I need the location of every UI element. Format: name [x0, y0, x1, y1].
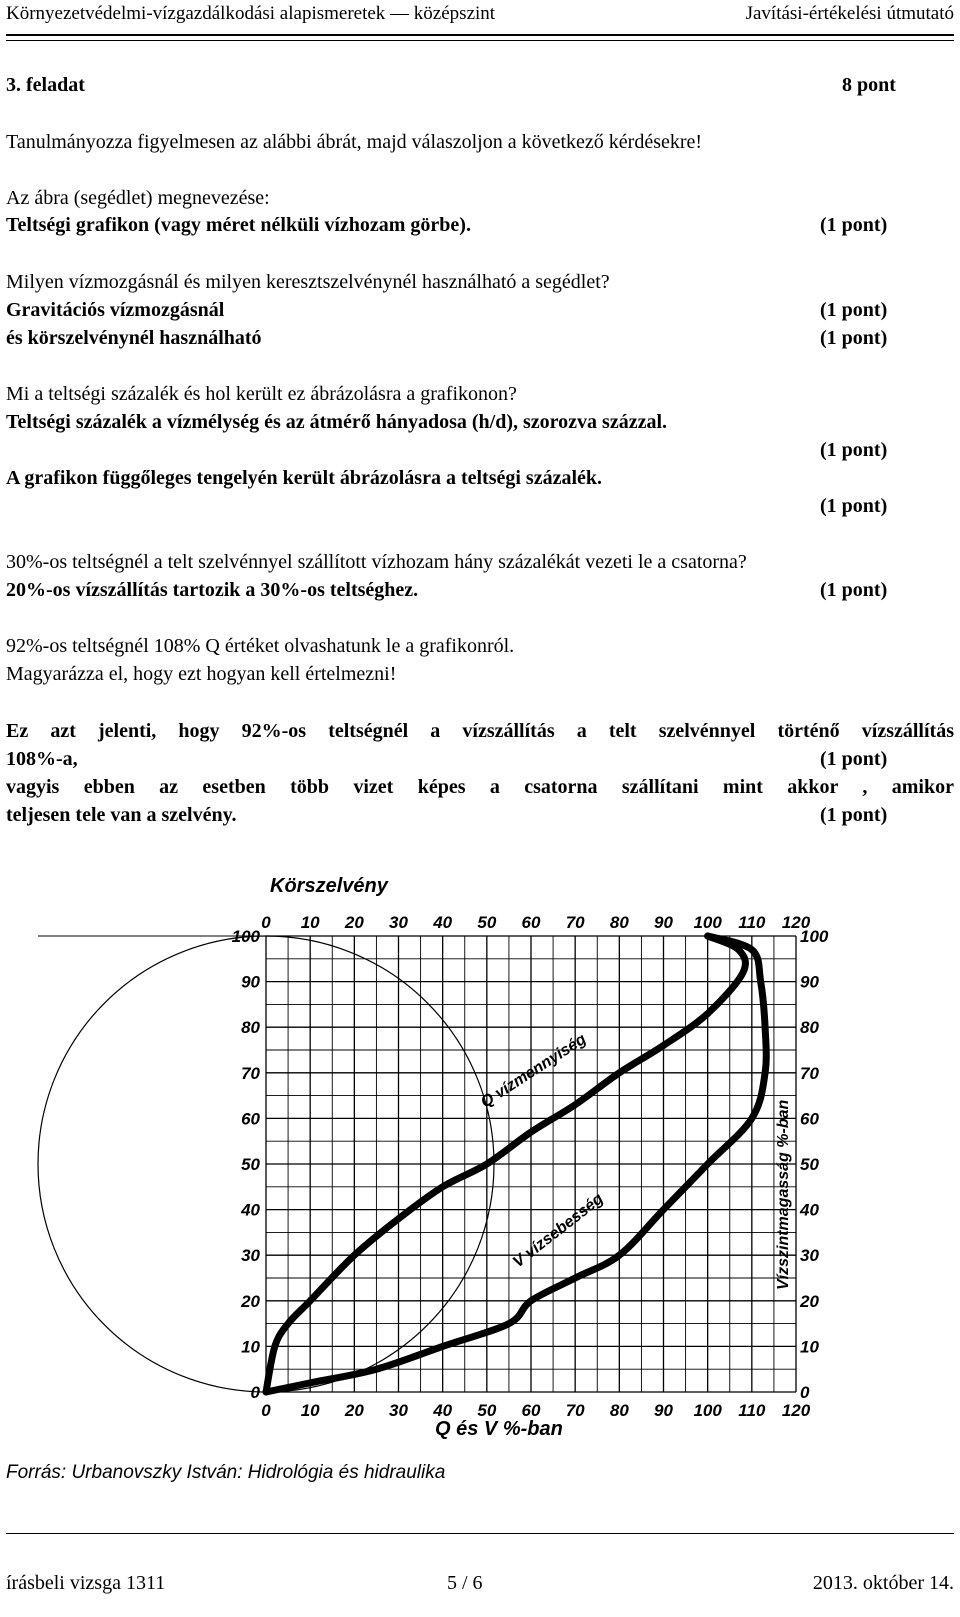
source-note: Forrás: Urbanovszky István: Hidrológia és hidraulika — [6, 1462, 446, 1483]
bottom-tick-label: 0 — [261, 1401, 271, 1420]
answer-5d: teljesen tele van a szelvény. — [6, 804, 237, 826]
answer-2b: és körszelvénynél használható — [6, 327, 262, 349]
question-3: Mi a teltségi százalék és hol került ez ábrázolásra a grafikonon? — [6, 383, 517, 405]
top-tick-label: 30 — [389, 913, 408, 932]
bottom-tick-label: 20 — [344, 1401, 364, 1420]
bottom-tick-label: 80 — [609, 1401, 629, 1420]
bottom-tick-label: 120 — [781, 1401, 811, 1420]
left-tick-label: 80 — [241, 1018, 260, 1038]
top-tick-label: 50 — [477, 913, 497, 932]
task-title: 3. feladat — [6, 74, 85, 96]
bottom-tick-label: 110 — [738, 1401, 766, 1420]
top-tick-label: 20 — [344, 913, 364, 932]
top-tick-label: 60 — [521, 913, 541, 932]
footer-center: 5 / 6 — [447, 1572, 483, 1594]
point-label: (1 pont) — [820, 214, 888, 236]
bottom-tick-label: 100 — [693, 1401, 722, 1420]
curve-label-v: V vízsebesség — [509, 1190, 607, 1272]
question-5b: Magyarázza el, hogy ezt hogyan kell értelmezni! — [6, 663, 397, 685]
curve-label-q: Q vízmennyiség — [477, 1030, 590, 1112]
top-tick-label: 40 — [433, 913, 453, 932]
right-tick-label: 100 — [800, 927, 829, 946]
right-tick-label: 90 — [800, 972, 819, 992]
top-tick-label: 80 — [609, 913, 629, 932]
point-label: (1 pont) — [820, 439, 888, 461]
question-2: Milyen vízmozgásnál és milyen keresztszelvénynél használható a segédlet? — [6, 271, 610, 293]
answer-3b: A grafikon függőleges tengelyén került ábrázolásra a teltségi százalék. — [6, 467, 603, 489]
header-right: Javítási-értékelési útmutató — [745, 3, 954, 24]
bottom-tick-label: 10 — [300, 1401, 320, 1420]
answer-5b: 108%-a, — [6, 748, 78, 770]
question-5a: 92%-os teltségnél 108% Q értéket olvashatunk le a grafikonról. — [6, 635, 515, 657]
left-tick-label: 50 — [241, 1155, 260, 1174]
right-tick-label: 70 — [800, 1063, 819, 1083]
left-tick-label: 30 — [241, 1246, 260, 1266]
bottom-tick-label: 70 — [565, 1401, 585, 1420]
point-label: (1 pont) — [820, 748, 888, 770]
answer-3a: Teltségi százalék a vízmélység és az átmérő hányadosa (h/d), szorozva százzal. — [6, 411, 668, 433]
header-rule-thin — [6, 40, 954, 41]
left-tick-label: 40 — [241, 1200, 260, 1220]
top-tick-label: 70 — [565, 913, 585, 932]
top-tick-label: 110 — [738, 913, 766, 932]
right-tick-label: 0 — [800, 1383, 810, 1402]
header-left: Környezetvédelmi-vízgazdálkodási alapismeretek — középszint — [6, 3, 496, 24]
right-tick-label: 30 — [800, 1246, 819, 1266]
point-label: (1 pont) — [820, 495, 888, 517]
left-tick-label: 100 — [231, 927, 260, 946]
left-tick-label: 0 — [250, 1383, 260, 1402]
left-tick-label: 10 — [241, 1337, 260, 1357]
bottom-tick-label: 50 — [477, 1401, 497, 1420]
top-tick-label: 120 — [781, 913, 811, 932]
figure-x-label: Q és V %-ban — [435, 1418, 563, 1440]
footer-right: 2013. október 14. — [812, 1572, 954, 1594]
bottom-tick-label: 30 — [389, 1401, 408, 1420]
header-rule — [6, 34, 954, 36]
chart-ticks — [232, 913, 829, 1420]
right-tick-label: 50 — [800, 1155, 819, 1174]
point-label: (1 pont) — [820, 299, 888, 321]
right-tick-label: 10 — [800, 1337, 819, 1357]
answer-1: Teltségi grafikon (vagy méret nélküli vízhozam görbe). — [6, 214, 471, 236]
point-label: (1 pont) — [820, 327, 888, 349]
footer-rule — [6, 1533, 954, 1534]
point-label: (1 pont) — [820, 579, 888, 601]
bottom-tick-label: 60 — [521, 1401, 541, 1420]
top-tick-label: 100 — [693, 913, 722, 932]
bottom-tick-label: 90 — [654, 1401, 673, 1420]
answer-5a: Ez azt jelenti, hogy 92%-os teltségnél a vízszállítás a telt szelvénnyel történő vízszállítás — [6, 720, 954, 742]
bottom-tick-label: 40 — [433, 1401, 453, 1420]
intro-text: Tanulmányozza figyelmesen az alábbi ábrát, majd válaszoljon a következő kérdésekre! — [6, 131, 703, 153]
right-tick-label: 40 — [800, 1200, 819, 1220]
right-tick-label: 80 — [800, 1018, 819, 1038]
teltsegi-grafikon — [0, 860, 960, 1460]
figure-title: Körszelvény — [270, 875, 388, 897]
left-tick-label: 70 — [241, 1063, 260, 1083]
left-tick-label: 60 — [241, 1109, 260, 1129]
top-tick-label: 90 — [654, 913, 673, 932]
question-1: Az ábra (segédlet) megnevezése: — [6, 187, 270, 209]
footer-left: írásbeli vizsga 1311 — [6, 1572, 166, 1594]
task-points: 8 pont — [842, 74, 896, 96]
left-tick-label: 90 — [241, 972, 260, 992]
point-label: (1 pont) — [820, 804, 888, 826]
top-tick-label: 0 — [261, 913, 271, 932]
right-tick-label: 60 — [800, 1109, 819, 1129]
curve-label-h: Vízszintmagasság %-ban — [775, 1099, 792, 1290]
answer-2a: Gravitációs vízmozgásnál — [6, 299, 225, 321]
answer-4: 20%-os vízszállítás tartozik a 30%-os teltséghez. — [6, 579, 419, 601]
right-tick-label: 20 — [800, 1291, 819, 1311]
answer-5c: vagyis ebben az esetben több vizet képes a csatorna szállítani mint akkor , amikor — [6, 776, 954, 798]
top-tick-label: 10 — [300, 913, 320, 932]
left-tick-label: 20 — [241, 1291, 260, 1311]
question-4: 30%-os teltségnél a telt szelvénnyel szállított vízhozam hány százalékát vezeti le a csatorna? — [6, 551, 747, 573]
